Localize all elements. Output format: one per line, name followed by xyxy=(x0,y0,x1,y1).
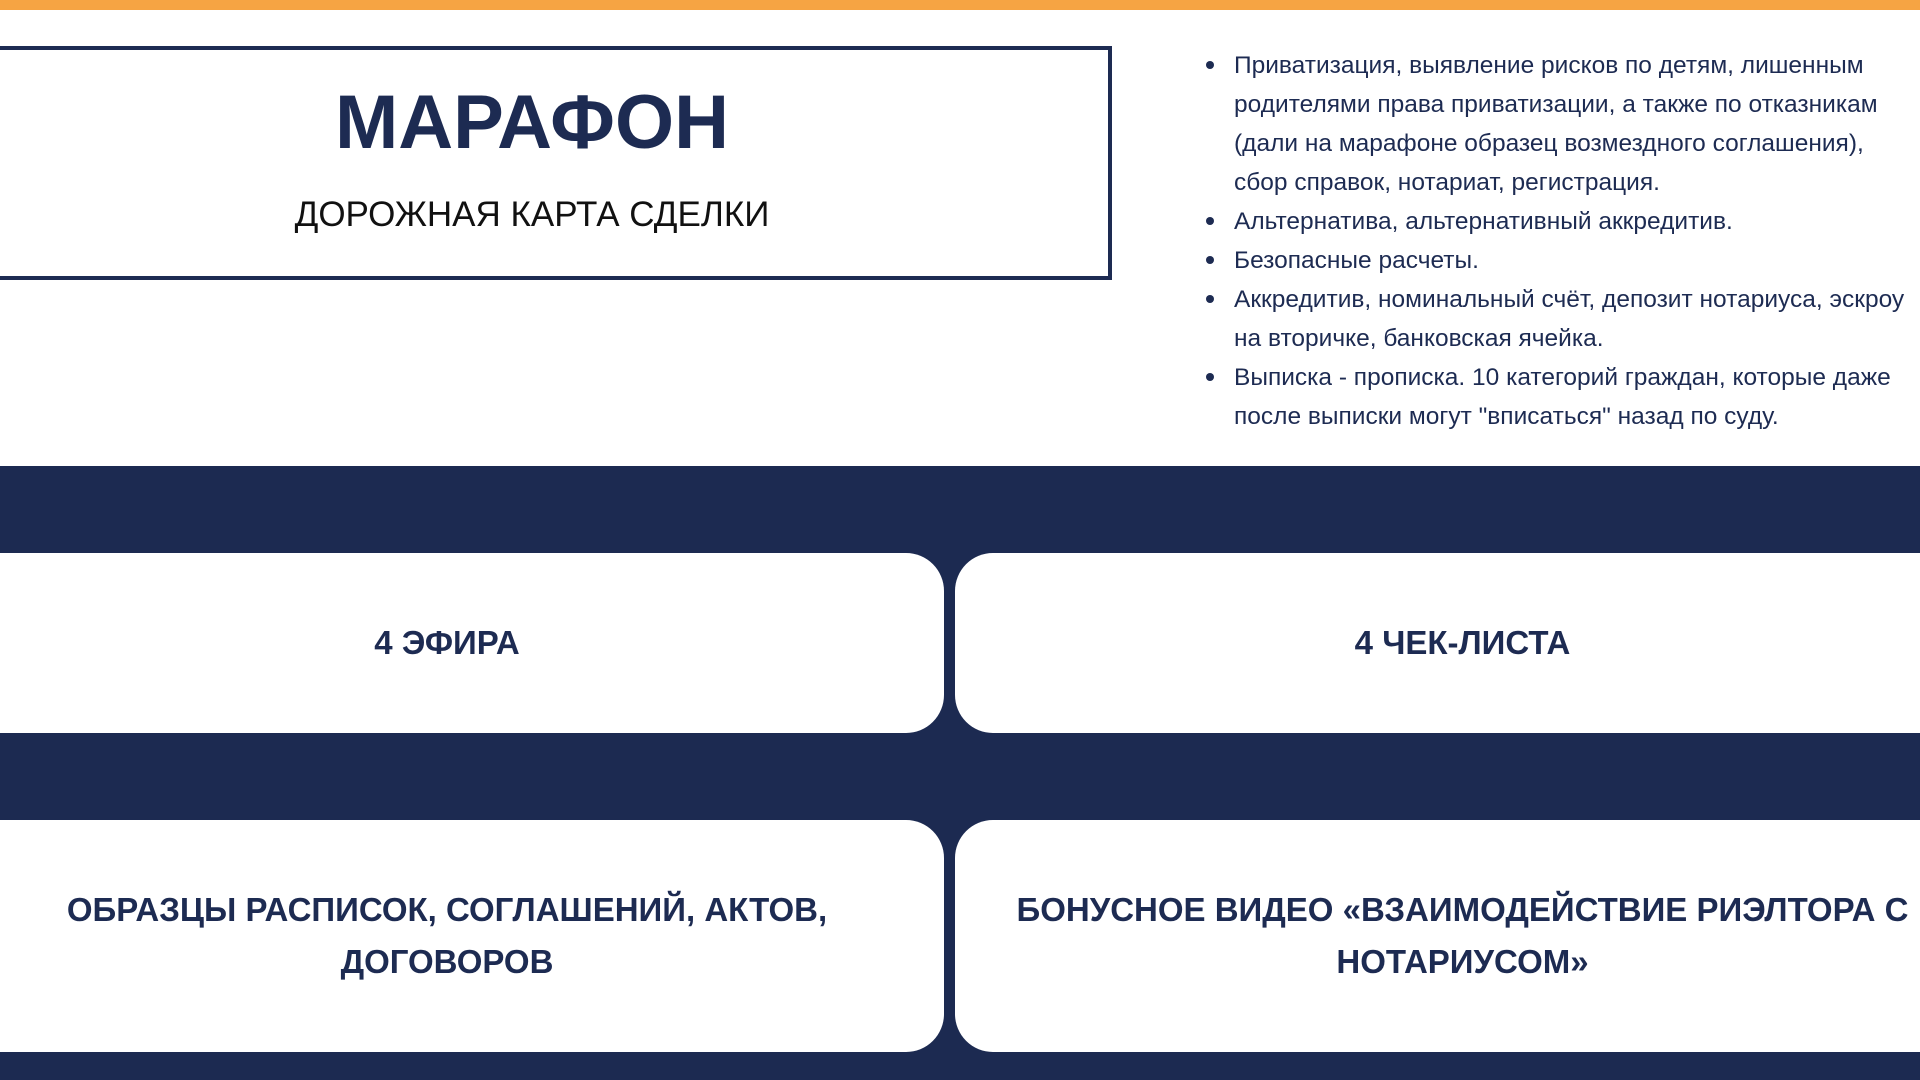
page-subtitle: ДОРОЖНАЯ КАРТА СДЕЛКИ xyxy=(294,195,770,234)
topic-text: Безопасные расчеты. xyxy=(1234,247,1479,274)
topic-item-letter-of-credit xyxy=(1196,280,1920,358)
feature-card-label: 4 ЧЕК-ЛИСТА xyxy=(1354,624,1571,661)
bullet-dot xyxy=(1206,256,1214,264)
topic-item-registration xyxy=(1196,358,1920,436)
feature-card-label: ОБРАЗЦЫ РАСПИСОК, СОГЛАШЕНИЙ, АКТОВ, ДОГОВОРОВ xyxy=(66,891,828,980)
topic-item-privatization xyxy=(1196,46,1920,202)
feature-card-broadcasts xyxy=(0,553,944,733)
bullet-dot xyxy=(1206,373,1214,381)
feature-card-bonus-video xyxy=(955,820,1920,1052)
bullet-dot xyxy=(1206,295,1214,303)
feature-card-label: БОНУСНОЕ ВИДЕО «ВЗАИМОДЕЙСТВИЕ РИЭЛТОРА С НОТАРИУСОМ» xyxy=(1016,891,1909,980)
feature-card-checklists xyxy=(955,553,1920,733)
topic-item-safe-payments xyxy=(1196,241,1920,280)
topic-text: Приватизация, выявление рисков по детям, лишенным родителями права приватизации, а также по отказникам (дали на марафоне образец возмездного соглашения), сбор справок, нотариат, регистрация. xyxy=(1234,52,1878,196)
topic-item-alternative xyxy=(1196,202,1920,241)
bullet-dot xyxy=(1206,61,1214,69)
topic-text: Альтернатива, альтернативный аккредитив. xyxy=(1234,208,1733,235)
bullet-dot xyxy=(1206,217,1214,225)
topics-list xyxy=(1196,46,1920,436)
top-accent-stripe xyxy=(0,0,1920,10)
feature-card-templates xyxy=(0,820,944,1052)
feature-card-label: 4 ЭФИРА xyxy=(374,624,520,661)
page-title: МАРАФОН xyxy=(334,80,730,165)
topic-text: Выписка - прописка. 10 категорий граждан, которые даже после выписки могут "вписаться" назад по суду. xyxy=(1234,364,1891,430)
topic-text: Аккредитив, номинальный счёт, депозит нотариуса, эскроу на вторичке, банковская ячейка. xyxy=(1234,286,1905,352)
